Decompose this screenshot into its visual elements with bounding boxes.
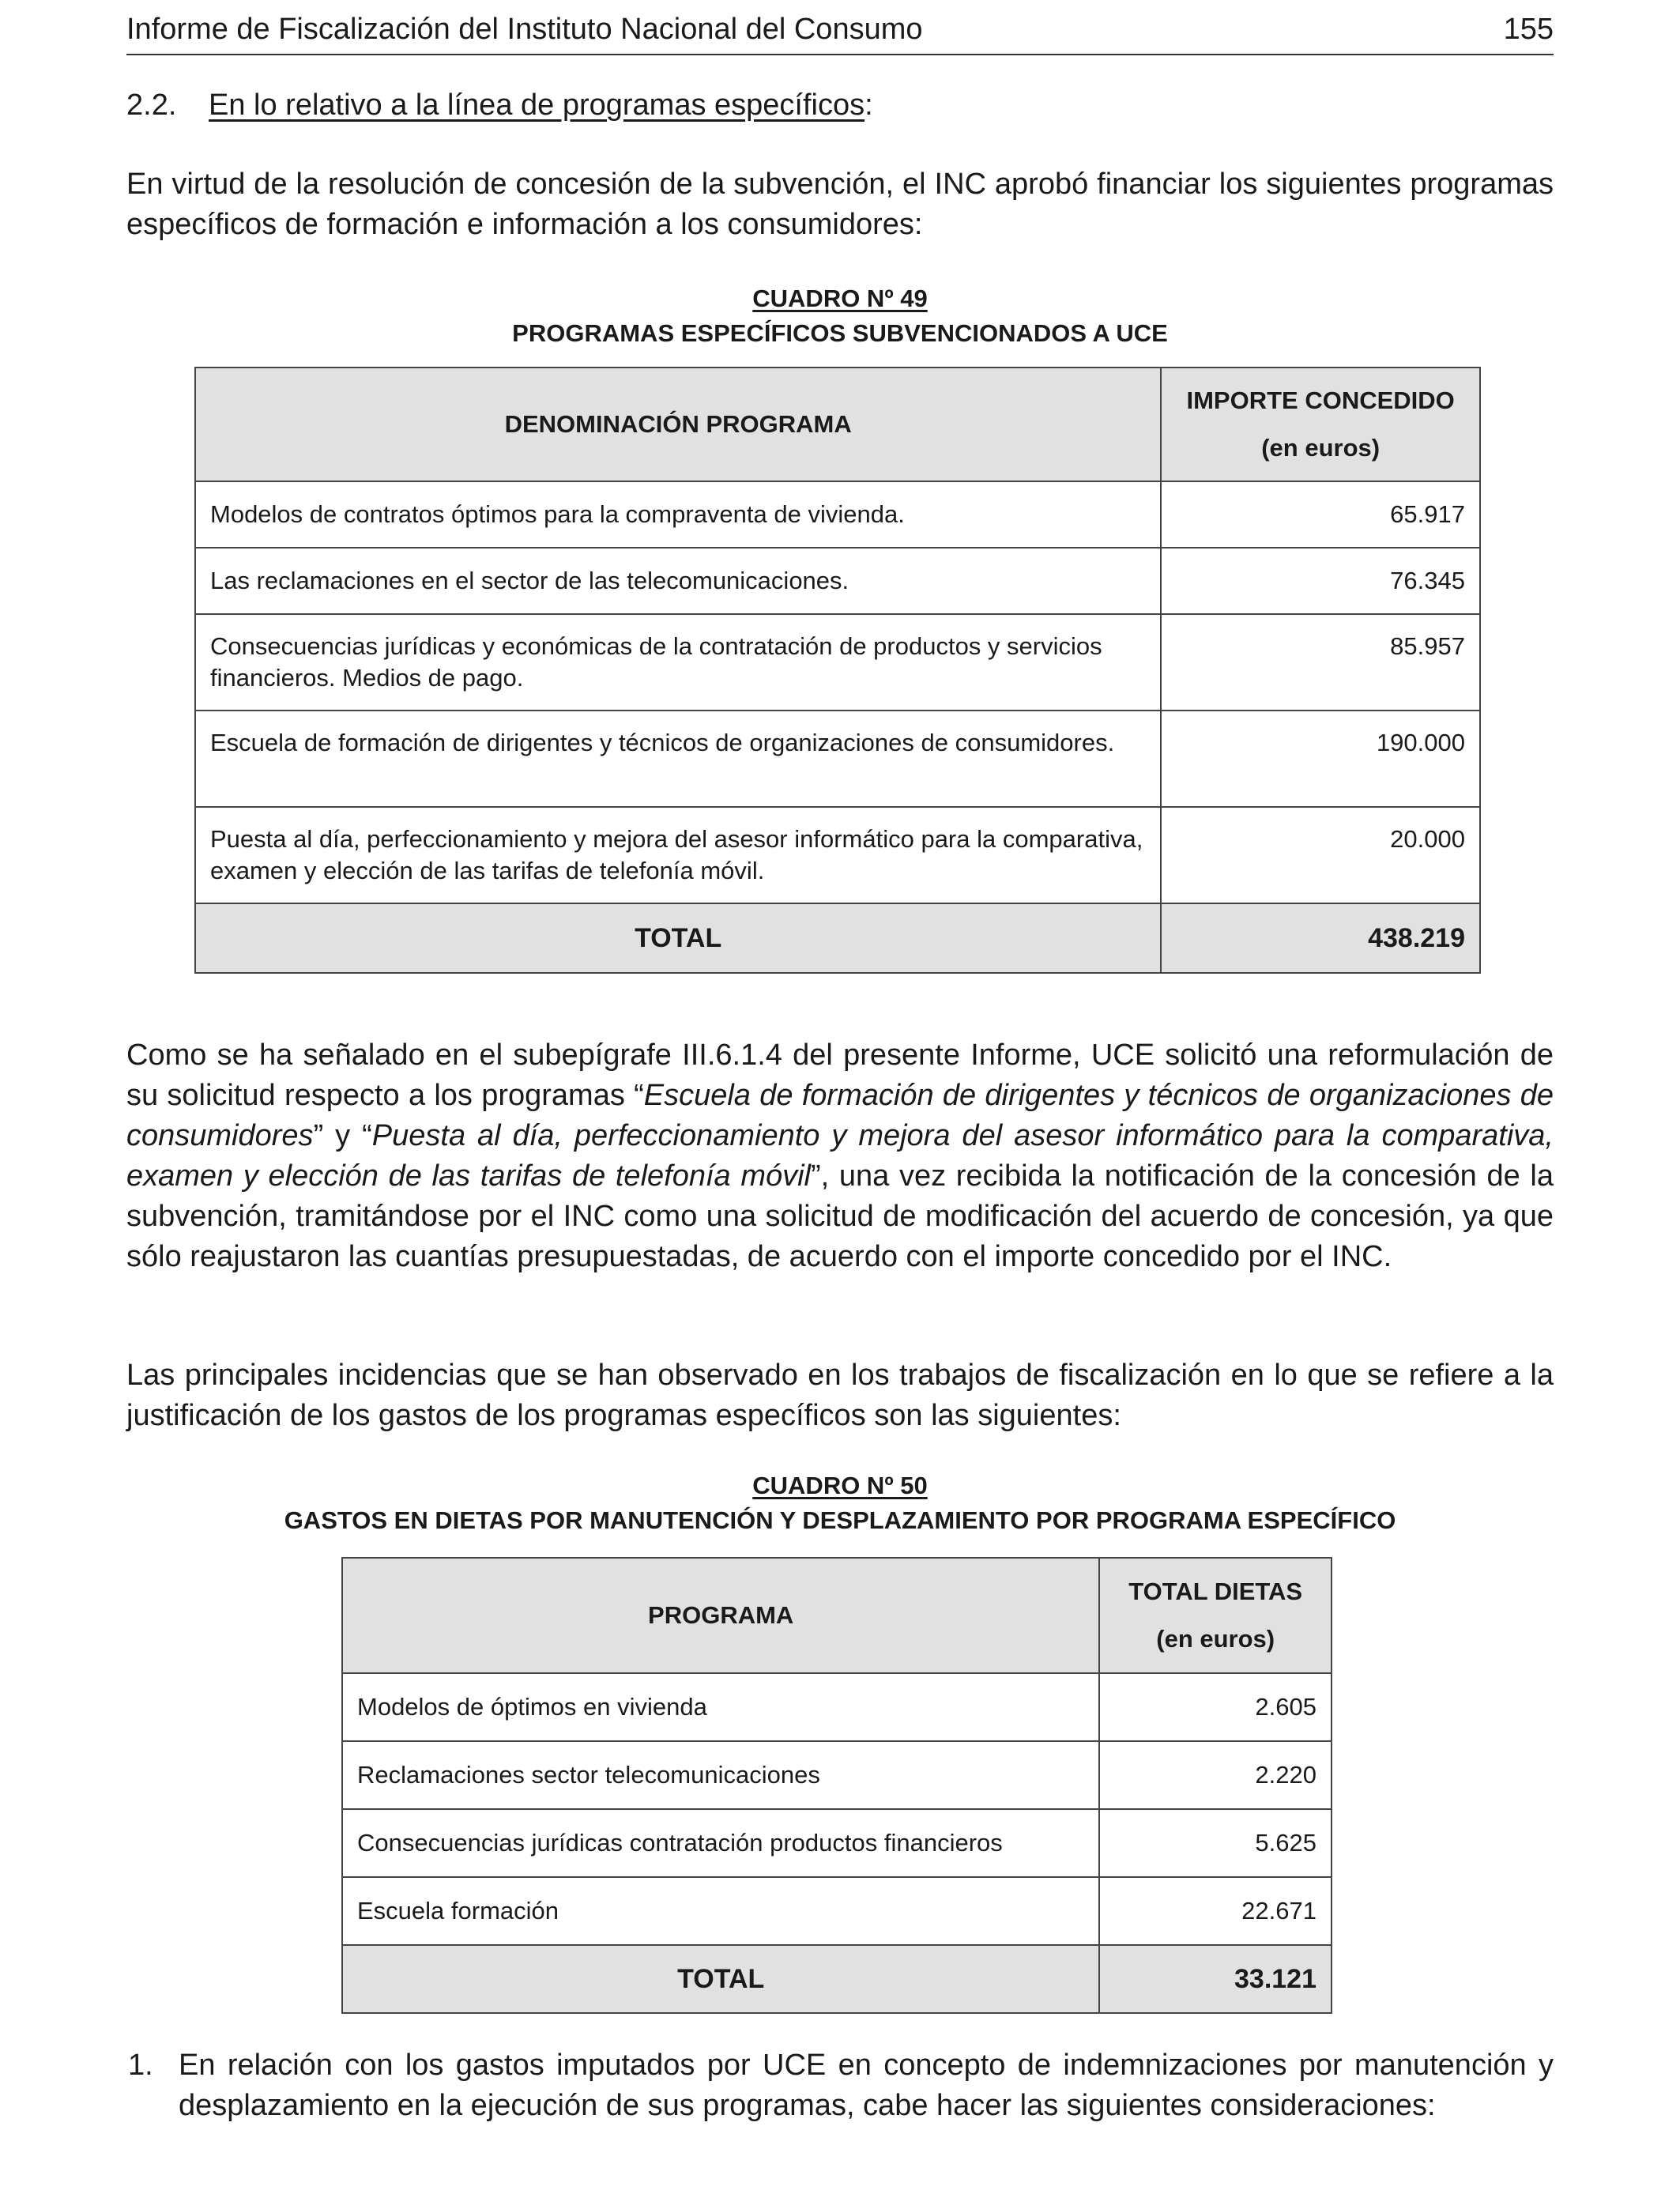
list-item-text: En relación con los gastos imputados por UCE en concepto de indemnizaciones por manutención y desplazamiento en la ejecución de sus programas, cabe hacer las siguientes consideraciones:	[179, 2049, 1554, 2122]
table50-caption-number: CUADRO Nº 50	[752, 1472, 928, 1499]
table49-row-label: Puesta al día, perfeccionamiento y mejora del asesor informático para la comparativa, examen y elección de las tarifas de telefonía móvil.	[195, 807, 1161, 903]
table49-col-importe-line1: IMPORTE CONCEDIDO	[1186, 386, 1455, 414]
table49-caption-title: PROGRAMAS ESPECÍFICOS SUBVENCIONADOS A UCE	[512, 319, 1168, 347]
table50-col-total-line1: TOTAL DIETAS	[1128, 1578, 1303, 1605]
table-row	[195, 711, 1480, 807]
table49-header-row	[195, 368, 1480, 481]
table-row	[342, 1673, 1332, 1741]
table50-col-programa: PROGRAMA	[342, 1558, 1099, 1673]
table50-row-value: 2.605	[1099, 1673, 1332, 1741]
program-name-escuela: Escuela de formación de dirigentes y técnicos de organizaciones de consumidores	[126, 1079, 1554, 1152]
table50-row-value: 2.220	[1099, 1741, 1332, 1809]
table50-total-row	[342, 1945, 1332, 2013]
incidences-paragraph: Las principales incidencias que se han observado en los trabajos de fiscalización en lo que se refiere a la justificación de los gastos de los programas específicos son las siguientes:	[126, 1359, 1554, 1432]
list-marker: 1.	[128, 2049, 153, 2082]
table50-row-value: 22.671	[1099, 1877, 1332, 1945]
table50-total-value: 33.121	[1099, 1945, 1332, 2013]
table50-caption	[126, 1468, 1554, 1538]
section-heading	[126, 85, 873, 125]
table50-header-row	[342, 1558, 1332, 1673]
table49-row-label: Consecuencias jurídicas y económicas de la contratación de productos y servicios financieros. Medios de pago.	[195, 614, 1161, 711]
table-row	[195, 548, 1480, 614]
table-row	[342, 1877, 1332, 1945]
table-row	[342, 1809, 1332, 1877]
list-item	[126, 2045, 1554, 2126]
table49-total-value: 438.219	[1161, 903, 1480, 973]
table49-row-value: 85.957	[1161, 614, 1480, 711]
table50-row-label: Escuela formación	[342, 1877, 1099, 1945]
table49-caption-number: CUADRO Nº 49	[752, 285, 928, 312]
table-row	[195, 481, 1480, 548]
table49-row-label: Escuela de formación de dirigentes y técnicos de organizaciones de consumidores.	[195, 711, 1161, 807]
table-row	[195, 614, 1480, 711]
table50-row-label: Consecuencias jurídicas contratación productos financieros	[342, 1809, 1099, 1877]
table49-row-value: 76.345	[1161, 548, 1480, 614]
table49-col-importe-line2: (en euros)	[1261, 434, 1381, 462]
section-title: En lo relativo a la línea de programas específicos	[209, 89, 865, 122]
table50-col-total-line2: (en euros)	[1156, 1625, 1275, 1653]
section-colon: :	[864, 89, 873, 122]
table49-row-value: 190.000	[1161, 711, 1480, 807]
table50-col-total-dietas	[1099, 1558, 1332, 1673]
table49-col-importe	[1161, 368, 1480, 481]
table49-row-value: 20.000	[1161, 807, 1480, 903]
table50-row-value: 5.625	[1099, 1809, 1332, 1877]
running-header	[126, 9, 1554, 55]
page-number: 155	[1503, 13, 1554, 46]
table49-row-label: Las reclamaciones en el sector de las telecomunicaciones.	[195, 548, 1161, 614]
reformulation-paragraph: Como se ha señalado en el subepígrafe III.6.1.4 del presente Informe, UCE solicitó una reformulación de su solicitud respecto a los programas “Escuela de formación de dirigentes y técnicos de organizaciones de consumidores” y “Puesta al día, perfeccionamiento y mejora del asesor informático para la comparativa, examen y elección de las tarifas de telefonía móvil”, una vez recibida la notificación de la concesión de la subvención, tramitándose por el INC como una solicitud de modificación del acuerdo de concesión, ya que sólo reajustaron las cuantías presupuestadas, de acuerdo con el importe concedido por el INC.	[126, 1039, 1554, 1273]
table50-total-label: TOTAL	[342, 1945, 1099, 2013]
table49-total-row	[195, 903, 1480, 973]
table49-caption	[126, 281, 1554, 351]
table50-row-label: Modelos de óptimos en vivienda	[342, 1673, 1099, 1741]
section-number: 2.2.	[126, 89, 177, 122]
table49-total-label: TOTAL	[195, 903, 1161, 973]
table50-row-label: Reclamaciones sector telecomunicaciones	[342, 1741, 1099, 1809]
table50-caption-title: GASTOS EN DIETAS POR MANUTENCIÓN Y DESPLAZAMIENTO POR PROGRAMA ESPECÍFICO	[284, 1506, 1396, 1534]
table-programas-especificos	[194, 367, 1481, 974]
table49-row-value: 65.917	[1161, 481, 1480, 548]
table-gastos-dietas	[341, 1557, 1332, 2014]
table-row	[195, 807, 1480, 903]
table49-col-denominacion: DENOMINACIÓN PROGRAMA	[195, 368, 1161, 481]
table-row	[342, 1741, 1332, 1809]
intro-paragraph: En virtud de la resolución de concesión de la subvención, el INC aprobó financiar los siguientes programas específicos de formación e información a los consumidores:	[126, 168, 1554, 241]
header-title: Informe de Fiscalización del Instituto Nacional del Consumo	[126, 13, 923, 46]
table49-row-label: Modelos de contratos óptimos para la compraventa de vivienda.	[195, 481, 1161, 548]
program-name-puesta-al-dia: Puesta al día, perfeccionamiento y mejora del asesor informático para la comparativa, examen y elección de las tarifas de telefonía móvil	[126, 1119, 1554, 1193]
